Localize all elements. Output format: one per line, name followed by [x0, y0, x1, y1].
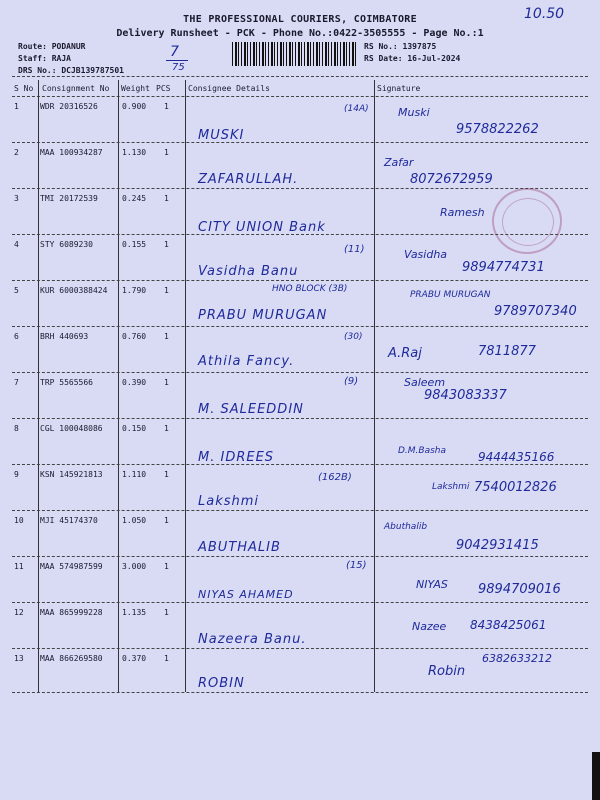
row-rule: [12, 372, 588, 373]
rs-date-label: RS Date:: [364, 54, 403, 63]
consignee-name: ABUTHALIB: [198, 540, 281, 555]
phone-number: 7540012826: [474, 480, 557, 495]
phone-number: 7811877: [478, 344, 536, 359]
row-sno: 2: [14, 148, 19, 157]
row-weight: 1.110: [122, 470, 147, 479]
phone-number: 6382633212: [482, 652, 552, 665]
row-consignment: STY 6089230: [40, 240, 93, 249]
phone-number: 9578822262: [456, 122, 539, 137]
row-sno: 3: [14, 194, 19, 203]
row-pcs: 1: [164, 562, 169, 571]
row-sno: 11: [14, 562, 24, 571]
rs-no-value: 1397875: [402, 42, 437, 51]
signature: A.Raj: [388, 346, 422, 361]
row-pcs: 1: [164, 378, 169, 387]
row-sno: 13: [14, 654, 24, 663]
count-note-line: [166, 60, 188, 61]
row-sno: 8: [14, 424, 19, 433]
signature: Saleem: [404, 376, 446, 389]
row-sno: 10: [14, 516, 24, 525]
row-weight: 1.130: [122, 148, 147, 157]
staff-label: Staff:: [18, 54, 47, 63]
row-pcs: 1: [164, 608, 169, 617]
staff-row: [18, 54, 71, 63]
consignee-name: M. SALEEDDIN: [198, 402, 304, 417]
route-row: [18, 42, 85, 51]
phone-number: 9444435166: [478, 450, 555, 464]
col-weight: Weight: [121, 84, 150, 93]
header-top-rule: [12, 76, 588, 77]
row-sno: 6: [14, 332, 19, 341]
row-pcs: 1: [164, 424, 169, 433]
signature: Lakshmi: [432, 482, 470, 492]
row-pcs: 1: [164, 654, 169, 663]
row-consignment: TMI 20172539: [40, 194, 98, 203]
consignee-note: (30): [344, 332, 363, 342]
scan-edge: [592, 752, 600, 800]
rs-date-value: 16-Jul-2024: [407, 54, 461, 63]
consignee-name: ZAFARULLAH.: [198, 172, 299, 187]
consignee-note: (15): [346, 560, 367, 571]
signature: PRABU MURUGAN: [410, 290, 491, 300]
staff-value: RAJA: [51, 54, 71, 63]
company-name: THE PROFESSIONAL COURIERS, COIMBATORE: [183, 14, 417, 25]
row-consignment: MJI 45174370: [40, 516, 98, 525]
row-rule: [12, 602, 588, 603]
row-pcs: 1: [164, 470, 169, 479]
row-weight: 3.000: [122, 562, 147, 571]
row-consignment: TRP 5565566: [40, 378, 93, 387]
row-rule: [12, 556, 588, 557]
signature: Vasidha: [404, 248, 448, 261]
phone-number: 8438425061: [470, 618, 547, 632]
signature: Abuthalib: [384, 522, 428, 532]
phone-number: 9843083337: [424, 388, 507, 403]
consignee-note: (11): [344, 244, 365, 255]
row-rule: [12, 692, 588, 693]
col-divider: [185, 80, 186, 692]
consignee-note: (9): [344, 376, 359, 387]
row-rule: [12, 510, 588, 511]
consignee-note: (14A): [344, 104, 369, 114]
phone-number: 9894774731: [462, 260, 545, 275]
phone-number: 9894709016: [478, 582, 561, 597]
row-consignment: KSN 145921813: [40, 470, 103, 479]
row-pcs: 1: [164, 194, 169, 203]
col-sno: S No: [14, 84, 34, 93]
row-weight: 1.790: [122, 286, 147, 295]
row-pcs: 1: [164, 148, 169, 157]
row-consignment: KUR 6000388424: [40, 286, 108, 295]
row-sno: 1: [14, 102, 19, 111]
consignee-name: M. IDREES: [198, 450, 275, 465]
signature: Muski: [398, 106, 430, 119]
signature: Ramesh: [440, 206, 485, 219]
col-consignee: Consignee Details: [188, 84, 270, 93]
signature: NIYAS: [416, 578, 448, 591]
row-rule: [12, 234, 588, 235]
row-consignment: MAA 865999228: [40, 608, 103, 617]
row-weight: 1.135: [122, 608, 147, 617]
col-divider: [38, 80, 39, 692]
row-rule: [12, 326, 588, 327]
consignee-name: Nazeera Banu.: [198, 632, 307, 647]
consignee-name: Vasidha Banu: [198, 264, 299, 279]
count-note-bottom: 75: [172, 62, 185, 73]
row-weight: 1.050: [122, 516, 147, 525]
consignee-name: ROBIN: [198, 676, 245, 691]
row-weight: 0.760: [122, 332, 147, 341]
row-sno: 4: [14, 240, 19, 249]
consignee-note: (162B): [318, 472, 352, 483]
count-note-top: 7: [170, 44, 179, 60]
runsheet-title: Delivery Runsheet - PCK - Phone No.:0422-3505555 - Page No.:1: [116, 28, 484, 39]
phone-number: 9042931415: [456, 538, 539, 553]
row-sno: 12: [14, 608, 24, 617]
drs-row: [18, 66, 124, 75]
row-rule: [12, 464, 588, 465]
company-stamp: [492, 188, 562, 254]
consignee-name: MUSKI: [198, 128, 245, 143]
signature: Robin: [428, 664, 466, 679]
consignee-name: NIYAS AHAMED: [198, 588, 294, 601]
row-sno: 9: [14, 470, 19, 479]
row-weight: 0.900: [122, 102, 147, 111]
row-rule: [12, 648, 588, 649]
row-pcs: 1: [164, 102, 169, 111]
consignee-name: CITY UNION Bank: [198, 220, 326, 235]
drs-value: DCJB139787501: [61, 66, 124, 75]
row-weight: 0.245: [122, 194, 147, 203]
consignee-name: PRABU MURUGAN: [198, 308, 328, 323]
col-consignment: Consignment No: [42, 84, 110, 93]
rs-no-row: [364, 42, 436, 51]
row-consignment: WDR 20316526: [40, 102, 98, 111]
barcode: [232, 42, 357, 66]
row-rule: [12, 418, 588, 419]
row-rule: [12, 188, 588, 189]
rs-no-label: RS No.:: [364, 42, 398, 51]
drs-label: DRS No.:: [18, 66, 57, 75]
signature: D.M.Basha: [398, 446, 447, 456]
row-weight: 0.150: [122, 424, 147, 433]
consignee-name: Lakshmi: [198, 494, 260, 509]
row-pcs: 1: [164, 332, 169, 341]
consignee-name: Athila Fancy.: [198, 354, 295, 369]
col-divider: [374, 80, 375, 692]
time-note: 10.50: [524, 6, 565, 22]
row-consignment: MAA 574987599: [40, 562, 103, 571]
header-bottom-rule: [12, 96, 588, 97]
row-pcs: 1: [164, 286, 169, 295]
row-rule: [12, 142, 588, 143]
consignee-note: HNO BLOCK (3B): [272, 284, 348, 294]
signature: Zafar: [384, 156, 414, 169]
row-consignment: BRH 440693: [40, 332, 89, 341]
phone-number: 9789707340: [494, 304, 577, 319]
row-consignment: MAA 100934287: [40, 148, 103, 157]
row-pcs: 1: [164, 240, 169, 249]
row-weight: 0.370: [122, 654, 147, 663]
row-consignment: CGL 100048086: [40, 424, 103, 433]
signature: Nazee: [412, 620, 447, 633]
rs-date-row: [364, 54, 460, 63]
row-sno: 5: [14, 286, 19, 295]
row-sno: 7: [14, 378, 19, 387]
phone-number: 8072672959: [410, 172, 493, 187]
col-pcs: PCS: [156, 84, 171, 93]
row-rule: [12, 280, 588, 281]
route-label: Route:: [18, 42, 47, 51]
row-pcs: 1: [164, 516, 169, 525]
row-consignment: MAA 866269580: [40, 654, 103, 663]
row-weight: 0.155: [122, 240, 147, 249]
col-divider: [118, 80, 119, 692]
col-signature: Signature: [377, 84, 421, 93]
route-value: PODANUR: [51, 42, 86, 51]
row-weight: 0.390: [122, 378, 147, 387]
